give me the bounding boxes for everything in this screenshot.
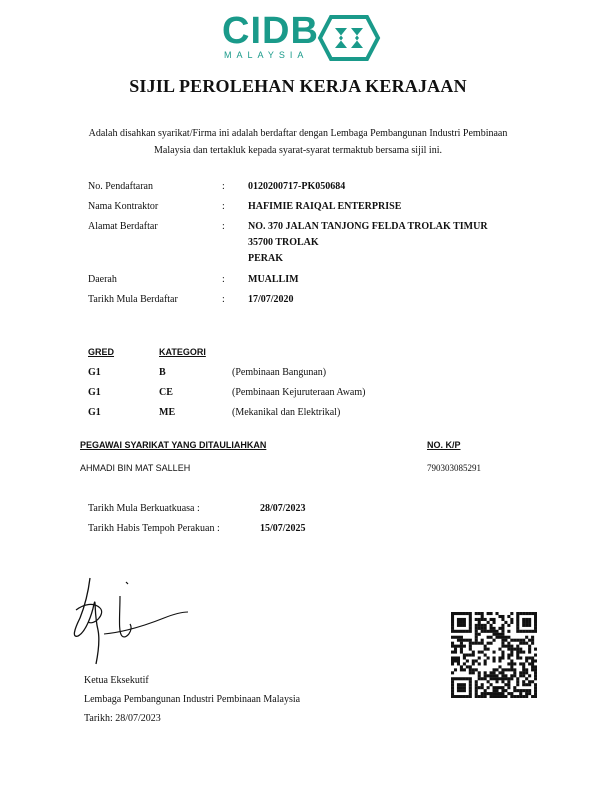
signature-image xyxy=(64,574,194,666)
effective-date-label: Tarikh Mula Berkuatkuasa : xyxy=(88,503,200,514)
officer-heading: PEGAWAI SYARIKAT YANG DITAULIAHKAN xyxy=(80,440,267,450)
colon: : xyxy=(222,294,225,305)
grade-row-2-grade: G1 xyxy=(88,387,101,398)
address-line-1: NO. 370 JALAN TANJONG FELDA TROLAK TIMUR xyxy=(248,221,488,232)
cidb-hexagon-logo-icon xyxy=(317,14,381,62)
grade-row-1-grade: G1 xyxy=(88,367,101,378)
start-date-value: 17/07/2020 xyxy=(248,294,294,305)
signatory-title: Ketua Eksekutif xyxy=(84,675,149,686)
intro-line-2: Malaysia dan tertakluk kepada syarat-syarat termaktub bersama sijil ini. xyxy=(154,145,442,156)
address-label: Alamat Berdaftar xyxy=(88,221,158,232)
start-date-label: Tarikh Mula Berdaftar xyxy=(88,294,178,305)
colon: : xyxy=(222,221,225,232)
grade-row-3-desc: (Mekanikal dan Elektrikal) xyxy=(232,407,341,418)
colon: : xyxy=(222,181,225,192)
grade-column-header: GRED xyxy=(88,347,115,357)
signatory-organization: Lembaga Pembangunan Industri Pembinaan Malaysia xyxy=(84,694,301,705)
contractor-value: HAFIMIE RAIQAL ENTERPRISE xyxy=(248,201,402,212)
address-line-2: 35700 TROLAK xyxy=(248,237,319,248)
intro-paragraph xyxy=(70,125,526,159)
grade-row-1-desc: (Pembinaan Bangunan) xyxy=(232,367,327,378)
grade-row-3-grade: G1 xyxy=(88,407,101,418)
grade-row-1-category: B xyxy=(159,367,166,378)
grade-row-3-category: ME xyxy=(159,407,176,418)
colon: : xyxy=(222,274,225,285)
expiry-date-label: Tarikh Habis Tempoh Perakuan : xyxy=(88,523,220,534)
officer-id: 790303085291 xyxy=(427,463,481,473)
officer-id-heading: NO. K/P xyxy=(427,440,461,450)
certificate-title: SIJIL PEROLEHAN KERJA KERAJAAN xyxy=(129,76,467,96)
district-value: MUALLIM xyxy=(248,274,299,285)
cidb-logo xyxy=(222,12,382,64)
qr-code-icon xyxy=(451,612,537,698)
grade-row-2-category: CE xyxy=(159,387,173,398)
contractor-label: Nama Kontraktor xyxy=(88,201,159,212)
expiry-date-value: 15/07/2025 xyxy=(260,523,306,534)
address-line-3: PERAK xyxy=(248,253,283,264)
category-column-header: KATEGORI xyxy=(159,347,206,357)
intro-line-1: Adalah disahkan syarikat/Firma ini adalah berdaftar dengan Lembaga Pembangunan Industri Pembinaan xyxy=(88,128,508,139)
registration-value: 0120200717-PK050684 xyxy=(248,181,346,192)
logo-country: MALAYSIA xyxy=(224,50,309,60)
officer-name: AHMADI BIN MAT SALLEH xyxy=(80,463,191,473)
registration-label: No. Pendaftaran xyxy=(88,181,153,192)
district-label: Daerah xyxy=(88,274,117,285)
grade-row-2-desc: (Pembinaan Kejuruteraan Awam) xyxy=(232,387,366,398)
signatory-date: Tarikh: 28/07/2023 xyxy=(84,713,161,724)
colon: : xyxy=(222,201,225,212)
logo-wordmark: CIDB xyxy=(222,10,319,52)
effective-date-value: 28/07/2023 xyxy=(260,503,306,514)
